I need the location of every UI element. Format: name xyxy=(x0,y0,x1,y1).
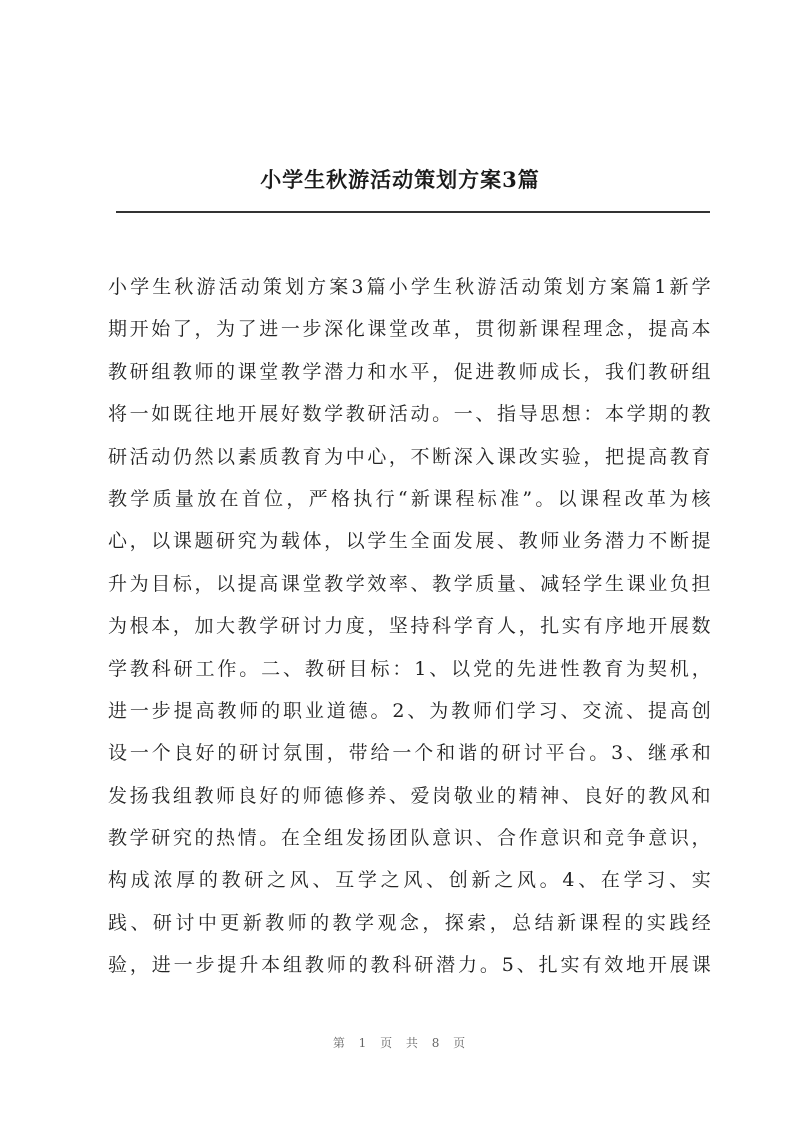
document-body xyxy=(108,266,712,987)
body-line: 为 根 本 ， 加 大 教 学 研 讨 力 度 ， 坚 持 科 学 育 人 ， 扎 实 有 序 地 开 展 数 xyxy=(108,615,712,638)
body-line: 验 ， 进 一 步 提 升 本 组 教 师 的 教 科 研 潜 力 。 5 、 扎 实 有 效 地 开 展 课 xyxy=(108,954,712,977)
body-line: 设 一 个 良 好 的 研 讨 氛 围 ， 带 给 一 个 和 谐 的 研 讨 平 台 。 3 、 继 承 和 xyxy=(108,742,712,765)
body-line: 教 研 组 教 师 的 课 堂 教 学 潜 力 和 水 平 ， 促 进 教 师 成 长 ， 我 们 教 研 组 xyxy=(108,360,712,383)
body-line: 升 为 目 标 ， 以 提 高 课 堂 教 学 效 率 、 教 学 质 量 、 减 轻 学 生 课 业 负 担 xyxy=(108,572,712,595)
title-divider xyxy=(116,211,710,213)
body-line: 期 开 始 了 ， 为 了 进 一 步 深 化 课 堂 改 革 ， 贯 彻 新 课 程 理 念 ， 提 高 本 xyxy=(108,318,712,341)
body-line: 心 ， 以 课 题 研 究 为 载 体 ， 以 学 生 全 面 发 展 、 教 师 业 务 潜 力 不 断 提 xyxy=(108,530,712,553)
body-line: 教 学 质 量 放 在 首 位 ， 严 格 执 行 “ 新 课 程 标 准 ” 。 以 课 程 改 革 为 核 xyxy=(108,487,712,510)
body-line: 教 学 研 究 的 热 情 。 在 全 组 发 扬 团 队 意 识 、 合 作 意 识 和 竞 争 意 识 ， xyxy=(108,827,712,850)
page-title: 小学生秋游活动策划方案3篇 xyxy=(260,167,540,192)
body-line: 学 教 科 研 工 作 。 二 、 教 研 目 标 ： 1 、 以 党 的 先 进 性 教 育 为 契 机 ， xyxy=(108,657,712,680)
page-footer: 第 1 页 共 8 页 xyxy=(332,1036,468,1050)
body-line: 研 活 动 仍 然 以 素 质 教 育 为 中 心 ， 不 断 深 入 课 改 实 验 ， 把 提 高 教 育 xyxy=(108,445,712,468)
body-line: 将 一 如 既 往 地 开 展 好 数 学 教 研 活 动 。 一 、 指 导 思 想 ： 本 学 期 的 教 xyxy=(108,403,712,426)
body-line: 进 一 步 提 高 教 师 的 职 业 道 德 。 2 、 为 教 师 们 学 习 、 交 流 、 提 高 创 xyxy=(108,699,712,722)
body-line: 构 成 浓 厚 的 教 研 之 风 、 互 学 之 风 、 创 新 之 风 。 4 、 在 学 习 、 实 xyxy=(108,869,712,892)
body-line: 践 、 研 讨 中 更 新 教 师 的 教 学 观 念 ， 探 索 ， 总 结 新 课 程 的 实 践 经 xyxy=(108,911,712,934)
body-line: 小 学 生 秋 游 活 动 策 划 方 案 3 篇 小 学 生 秋 游 活 动 策 划 方 案 篇 1 新 学 xyxy=(108,276,712,298)
body-line: 发 扬 我 组 教 师 良 好 的 师 德 修 养 、 爱 岗 敬 业 的 精 神 、 良 好 的 教 风 和 xyxy=(108,784,712,807)
